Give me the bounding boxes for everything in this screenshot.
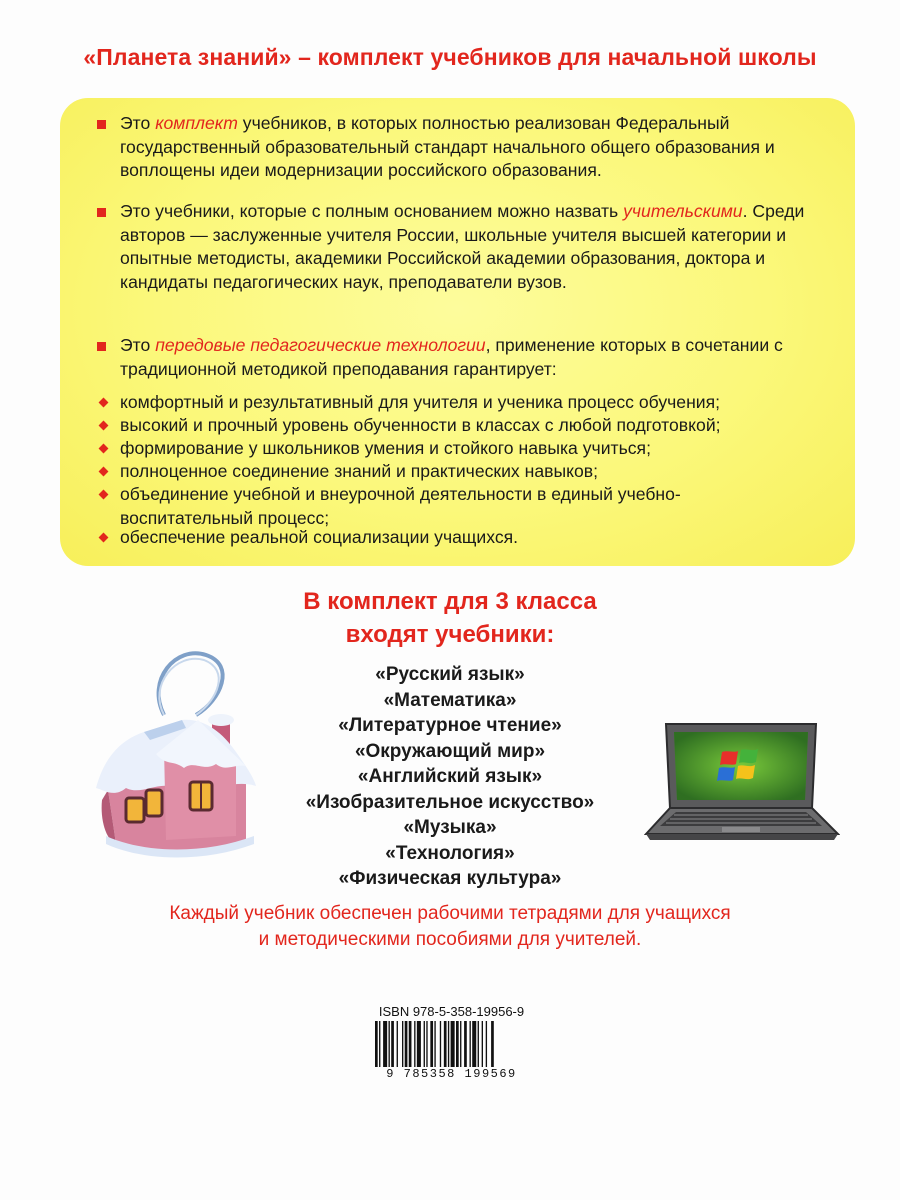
barcode-bar (383, 1021, 387, 1067)
benefit-item: формирование у школьников умения и стойкого навыка учиться; (120, 438, 651, 458)
barcode-bar (491, 1021, 494, 1067)
barcode-bar (434, 1021, 435, 1067)
barcode-bar (389, 1021, 390, 1067)
barcode-bar (430, 1021, 433, 1067)
benefit-item: полноценное соединение знаний и практических навыков; (120, 461, 599, 481)
isbn-label: ISBN 978-5-358-19956-9 (378, 1004, 525, 1019)
intro-paragraph-1 (120, 112, 825, 183)
page-title: «Планета знаний» – комплект учебников для начальной школы (83, 44, 817, 70)
book-item: «Русский язык» (375, 664, 525, 685)
barcode-bar (440, 1021, 441, 1067)
barcode-bar (482, 1021, 483, 1067)
book-item: «Физическая культура» (338, 868, 562, 889)
square-bullet-icon (97, 208, 106, 217)
p1-lead: Это (120, 113, 156, 133)
house-ornament-icon (86, 640, 266, 860)
footer-note (0, 901, 900, 953)
barcode-bar (472, 1021, 476, 1067)
book-item: «Технология» (385, 842, 515, 864)
book-item: «Музыка» (403, 817, 497, 838)
barcode-bar (448, 1021, 449, 1067)
barcode-bar (414, 1021, 415, 1067)
square-bullet-icon (97, 120, 106, 129)
barcode-bar (424, 1021, 425, 1067)
p2-rest: . Среди авторов — заслуженные учителя России, школьные учителя высшей категории и опытные методисты, академики Российской академии образования, доктора и кандидаты педагогических наук, преподаватели вузов. (120, 201, 805, 292)
p3-highlight: передовые педагогические технологии (155, 335, 486, 355)
book-list (250, 662, 650, 892)
barcode-bar (417, 1021, 421, 1067)
benefit-item: комфортный и результативный для учителя и ученика процесс обучения; (120, 392, 721, 412)
book-item: «Математика» (383, 689, 517, 711)
barcode-bar (405, 1021, 408, 1067)
barcode-digits: 9 785358 199569 (386, 1067, 517, 1081)
book-item: «Окружающий мир» (354, 740, 546, 762)
barcode-bar (375, 1021, 378, 1067)
square-bullet-icon (97, 342, 106, 351)
barcode-bar (470, 1021, 471, 1067)
barcode-bar (379, 1021, 380, 1067)
set-heading-line-2: входят учебники: (345, 621, 555, 648)
benefit-item: объединение учебной и внеурочной деятельности в единый учебно-воспитательный процесс; (120, 484, 681, 528)
barcode-bar (444, 1021, 447, 1067)
barcode (369, 1004, 534, 1084)
benefit-item: обеспечение реальной социализации учащихся. (120, 527, 519, 547)
p2-lead: Это учебники, которые с полным основанием можно назвать (120, 201, 624, 221)
book-item: «Английский язык» (357, 766, 543, 787)
barcode-bar (397, 1021, 398, 1067)
p2-highlight: учительскими (623, 201, 743, 221)
set-heading-line-1: В комплект для 3 класса (303, 588, 597, 615)
laptop-icon (644, 720, 840, 845)
barcode-bar (464, 1021, 467, 1067)
barcode-bar (486, 1021, 487, 1067)
barcode-bar (451, 1021, 455, 1067)
intro-paragraph-2 (120, 200, 825, 294)
barcode-bars-icon (369, 1021, 534, 1069)
footer-note-line-1: Каждый учебник обеспечен рабочими тетрадями для учащихся (169, 903, 731, 924)
p3-rest: , применение которых в сочетании с традиционной методикой преподавания гарантирует: (120, 335, 783, 379)
p1-rest: учебников, в которых полностью реализован Федеральный государственный образовательный стандарт начального общего образования и воплощены идеи модернизации российского образования. (120, 113, 775, 180)
book-item: «Изобразительное искусство» (305, 791, 595, 813)
footer-note-line-2: и методическими пособиями для учителей. (258, 929, 642, 950)
barcode-bar (391, 1021, 394, 1067)
p3-lead: Это (120, 335, 156, 355)
benefit-item: высокий и прочный уровень обученности в классах с любой подготовкой; (120, 415, 721, 435)
p1-highlight: комплект (155, 113, 238, 133)
barcode-bar (409, 1021, 412, 1067)
book-item: «Литературное чтение» (338, 715, 562, 736)
barcode-bar (478, 1021, 479, 1067)
barcode-bar (456, 1021, 459, 1067)
intro-paragraph-3 (120, 334, 825, 381)
barcode-bar (460, 1021, 461, 1067)
barcode-bar (402, 1021, 403, 1067)
barcode-bar (426, 1021, 427, 1067)
